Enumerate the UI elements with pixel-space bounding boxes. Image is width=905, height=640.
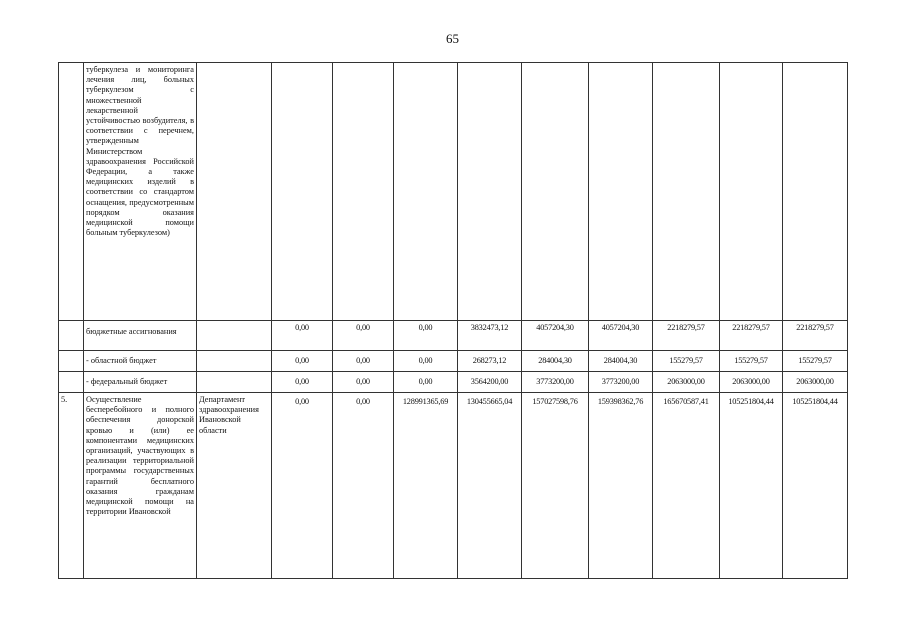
row-index: [59, 321, 84, 351]
value-cell: 0,00: [272, 393, 333, 579]
row-description: Осуществление бесперебойного и полного обеспечения донорской кровью и (или) ее компонентами медицинских организаций, участвующих в реализации территориальной программы государственных гарантий бесплатного оказания гражданам медицинской помощи на территории Ивановской: [84, 393, 197, 579]
value-cell: 0,00: [333, 372, 394, 393]
value-cell: [653, 63, 720, 321]
row-index: [59, 63, 84, 321]
value-cell: [333, 63, 394, 321]
row-executor: Департамент здравоохранения Ивановской области: [197, 393, 272, 579]
value-cell: 284004,30: [522, 351, 589, 372]
value-cell: 2063000,00: [720, 372, 783, 393]
value-cell: 2218279,57: [653, 321, 720, 351]
value-cell: 159398362,76: [589, 393, 653, 579]
row-index: 5.: [59, 393, 84, 579]
value-cell: 2063000,00: [653, 372, 720, 393]
value-cell: 128991365,69: [394, 393, 458, 579]
value-cell: 284004,30: [589, 351, 653, 372]
value-cell: 155279,57: [720, 351, 783, 372]
value-cell: 2063000,00: [783, 372, 848, 393]
value-cell: [720, 63, 783, 321]
row-description: бюджетные ассигнования: [84, 321, 197, 351]
value-cell: 155279,57: [783, 351, 848, 372]
value-cell: 2218279,57: [783, 321, 848, 351]
page-number: 65: [446, 31, 459, 46]
value-cell: 0,00: [333, 351, 394, 372]
value-cell: [783, 63, 848, 321]
value-cell: 3564200,00: [458, 372, 522, 393]
value-cell: 0,00: [394, 321, 458, 351]
row-index: [59, 351, 84, 372]
row-description: туберкулеза и мониторинга лечения лиц, больных туберкулезом с множественной лекарственной устойчивостью возбудителя, в соответствии с перечнем, утвержденным Министерством здравоохранения Российской Федерации, а также медицинских изделий в соответствии со стандартом оснащения, предусмотренным порядком оказания медицинской помощи больным туберкулезом): [84, 63, 197, 321]
table-row: [59, 63, 848, 321]
table-row: [59, 351, 848, 372]
value-cell: [272, 63, 333, 321]
table-row: [59, 321, 848, 351]
value-cell: 0,00: [272, 321, 333, 351]
table-row: [59, 393, 848, 579]
value-cell: [458, 63, 522, 321]
value-cell: 4057204,30: [589, 321, 653, 351]
value-cell: 0,00: [333, 393, 394, 579]
value-cell: 0,00: [394, 351, 458, 372]
value-cell: 4057204,30: [522, 321, 589, 351]
row-executor: [197, 372, 272, 393]
budget-table: [58, 62, 848, 579]
value-cell: 3832473,12: [458, 321, 522, 351]
value-cell: 130455665,04: [458, 393, 522, 579]
value-cell: 0,00: [272, 372, 333, 393]
value-cell: 3773200,00: [522, 372, 589, 393]
value-cell: [394, 63, 458, 321]
value-cell: 0,00: [333, 321, 394, 351]
value-cell: [522, 63, 589, 321]
value-cell: 105251804,44: [720, 393, 783, 579]
row-index: [59, 372, 84, 393]
value-cell: 268273,12: [458, 351, 522, 372]
row-executor: [197, 351, 272, 372]
value-cell: 0,00: [272, 351, 333, 372]
table-row: [59, 372, 848, 393]
row-executor: [197, 321, 272, 351]
row-description: - областной бюджет: [84, 351, 197, 372]
value-cell: 2218279,57: [720, 321, 783, 351]
row-executor: [197, 63, 272, 321]
row-description: - федеральный бюджет: [84, 372, 197, 393]
value-cell: 165670587,41: [653, 393, 720, 579]
value-cell: 105251804,44: [783, 393, 848, 579]
value-cell: 155279,57: [653, 351, 720, 372]
value-cell: 3773200,00: [589, 372, 653, 393]
value-cell: 157027598,76: [522, 393, 589, 579]
value-cell: 0,00: [394, 372, 458, 393]
value-cell: [589, 63, 653, 321]
